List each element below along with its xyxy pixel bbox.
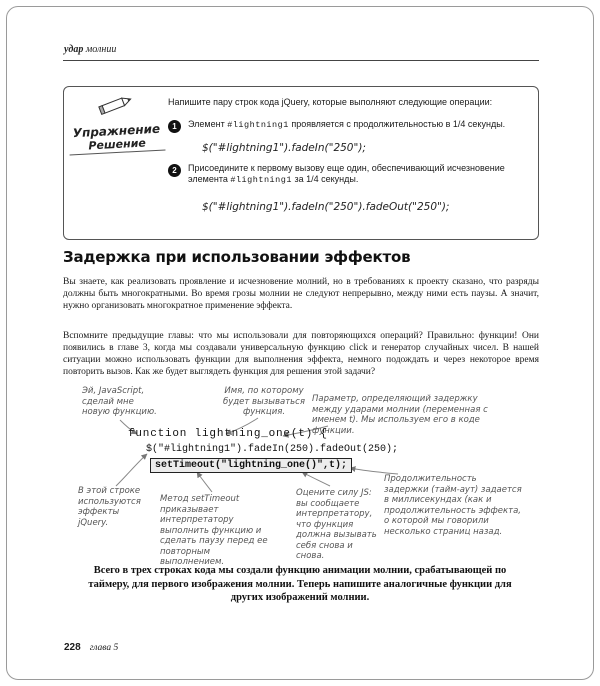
exercise-item-1 — [168, 119, 540, 133]
annotation-parameter: Параметр, определяющий задержку между ударами молнии (переменная с именем t). Мы используем его в коде функции. — [312, 394, 488, 436]
exercise-answer-2: $("#lightning1").fadeIn("250").fadeOut("250"); — [202, 201, 450, 213]
exercise-intro: Напишите пару строк кода jQuery, которые выполняют следующие операции: — [168, 97, 493, 107]
exercise-solution-box — [63, 86, 539, 240]
annotation-jquery-effects: В этой строке используются эффекты jQuery. — [78, 486, 141, 528]
annotated-code-figure — [0, 382, 600, 567]
code-line-settimeout-highlighted: setTimeout("lightning_one()",t); — [150, 458, 352, 473]
annotation-new-function: Эй, JavaScript, сделай мне новую функцию. — [82, 386, 157, 417]
annotation-function-name: Имя, по которому будет вызываться функция. — [223, 386, 305, 417]
item-1-inline-code: #lightning1 — [227, 120, 289, 130]
body-paragraph-1: Вы знаете, как реализовать проявление и исчезновение молний, но в требованиях к проекту сказано, что разряды должны быть многократными. Во время грозы молнии не следуют непрерывно, между ними есть паузы. А значит, нужно организовать многократное применение эффекта. — [63, 277, 539, 311]
page-footer — [64, 642, 118, 653]
exercise-logo — [66, 91, 165, 156]
body-paragraph-2: Вспомните предыдущие главы: что мы использовали для повторяющихся операций? Правильно: функции! Они появились в главе 3, когда мы создавали универсальную функцию click и генератор случайных чисел. В нашей ситуации можно использовать функции для выполнения эффекта, немного подождать и через некоторое время повторить вызов. Как же будет выглядеть функция для решения этой задачи? — [63, 331, 539, 377]
exercise-logo-line2: Решение — [69, 135, 166, 155]
item-2-inline-code: #lightning1 — [230, 175, 292, 185]
pencil-icon — [94, 92, 135, 120]
running-head-rule — [63, 60, 539, 61]
item-1-text-after: проявляется с продолжительностью в 1/4 секунды. — [288, 119, 506, 129]
running-head-bold: удар — [64, 44, 84, 55]
closing-summary: Всего в трех строках кода мы создали функцию анимации молнии, срабатывающей по таймеру, для первого изображения молнии. Теперь напишите аналогичные функции для других изображений молнии. — [88, 565, 512, 603]
exercise-logo-line1: Упражнение — [72, 121, 161, 141]
annotation-settimeout: Метод setTimeout приказывает интерпретатору выполнить функцию и сделать паузу перед ее повторным выполнением. — [160, 494, 268, 567]
exercise-item-2-text — [188, 163, 540, 186]
item-2-text-after: за 1/4 секунды. — [291, 174, 359, 184]
exercise-item-1-text — [188, 119, 505, 133]
running-head — [64, 44, 116, 55]
item-1-text-before: Элемент — [188, 119, 228, 129]
item-2-text-before: Присоедините к первому вызову еще один, обеспечивающий исчезновение элемента — [188, 163, 505, 184]
page-number: 228 — [64, 642, 81, 653]
chapter-label: глава 5 — [89, 643, 119, 653]
annotation-delay-milliseconds: Продолжительность задержки (тайм-аут) задается в миллисекундах (как и продолжительность эффекта, о которой мы говорили несколько страниц назад. — [384, 474, 522, 537]
section-title: Задержка при использовании эффектов — [63, 248, 411, 266]
item-number-badge: 1 — [168, 120, 181, 133]
exercise-answer-1: $("#lightning1").fadeIn("250"); — [202, 142, 366, 154]
code-line-function: function lightning_one(t) { — [128, 428, 328, 440]
exercise-item-2 — [168, 163, 540, 186]
code-line-effects: $("#lightning1").fadeIn(250).fadeOut(250); — [146, 444, 399, 455]
annotation-js-power: Оцените силу JS: вы сообщаете интерпретатору, что функция должна вызывать себя снова и снова. — [296, 488, 377, 561]
running-head-rest: молнии — [83, 44, 117, 55]
item-number-badge: 2 — [168, 164, 181, 177]
